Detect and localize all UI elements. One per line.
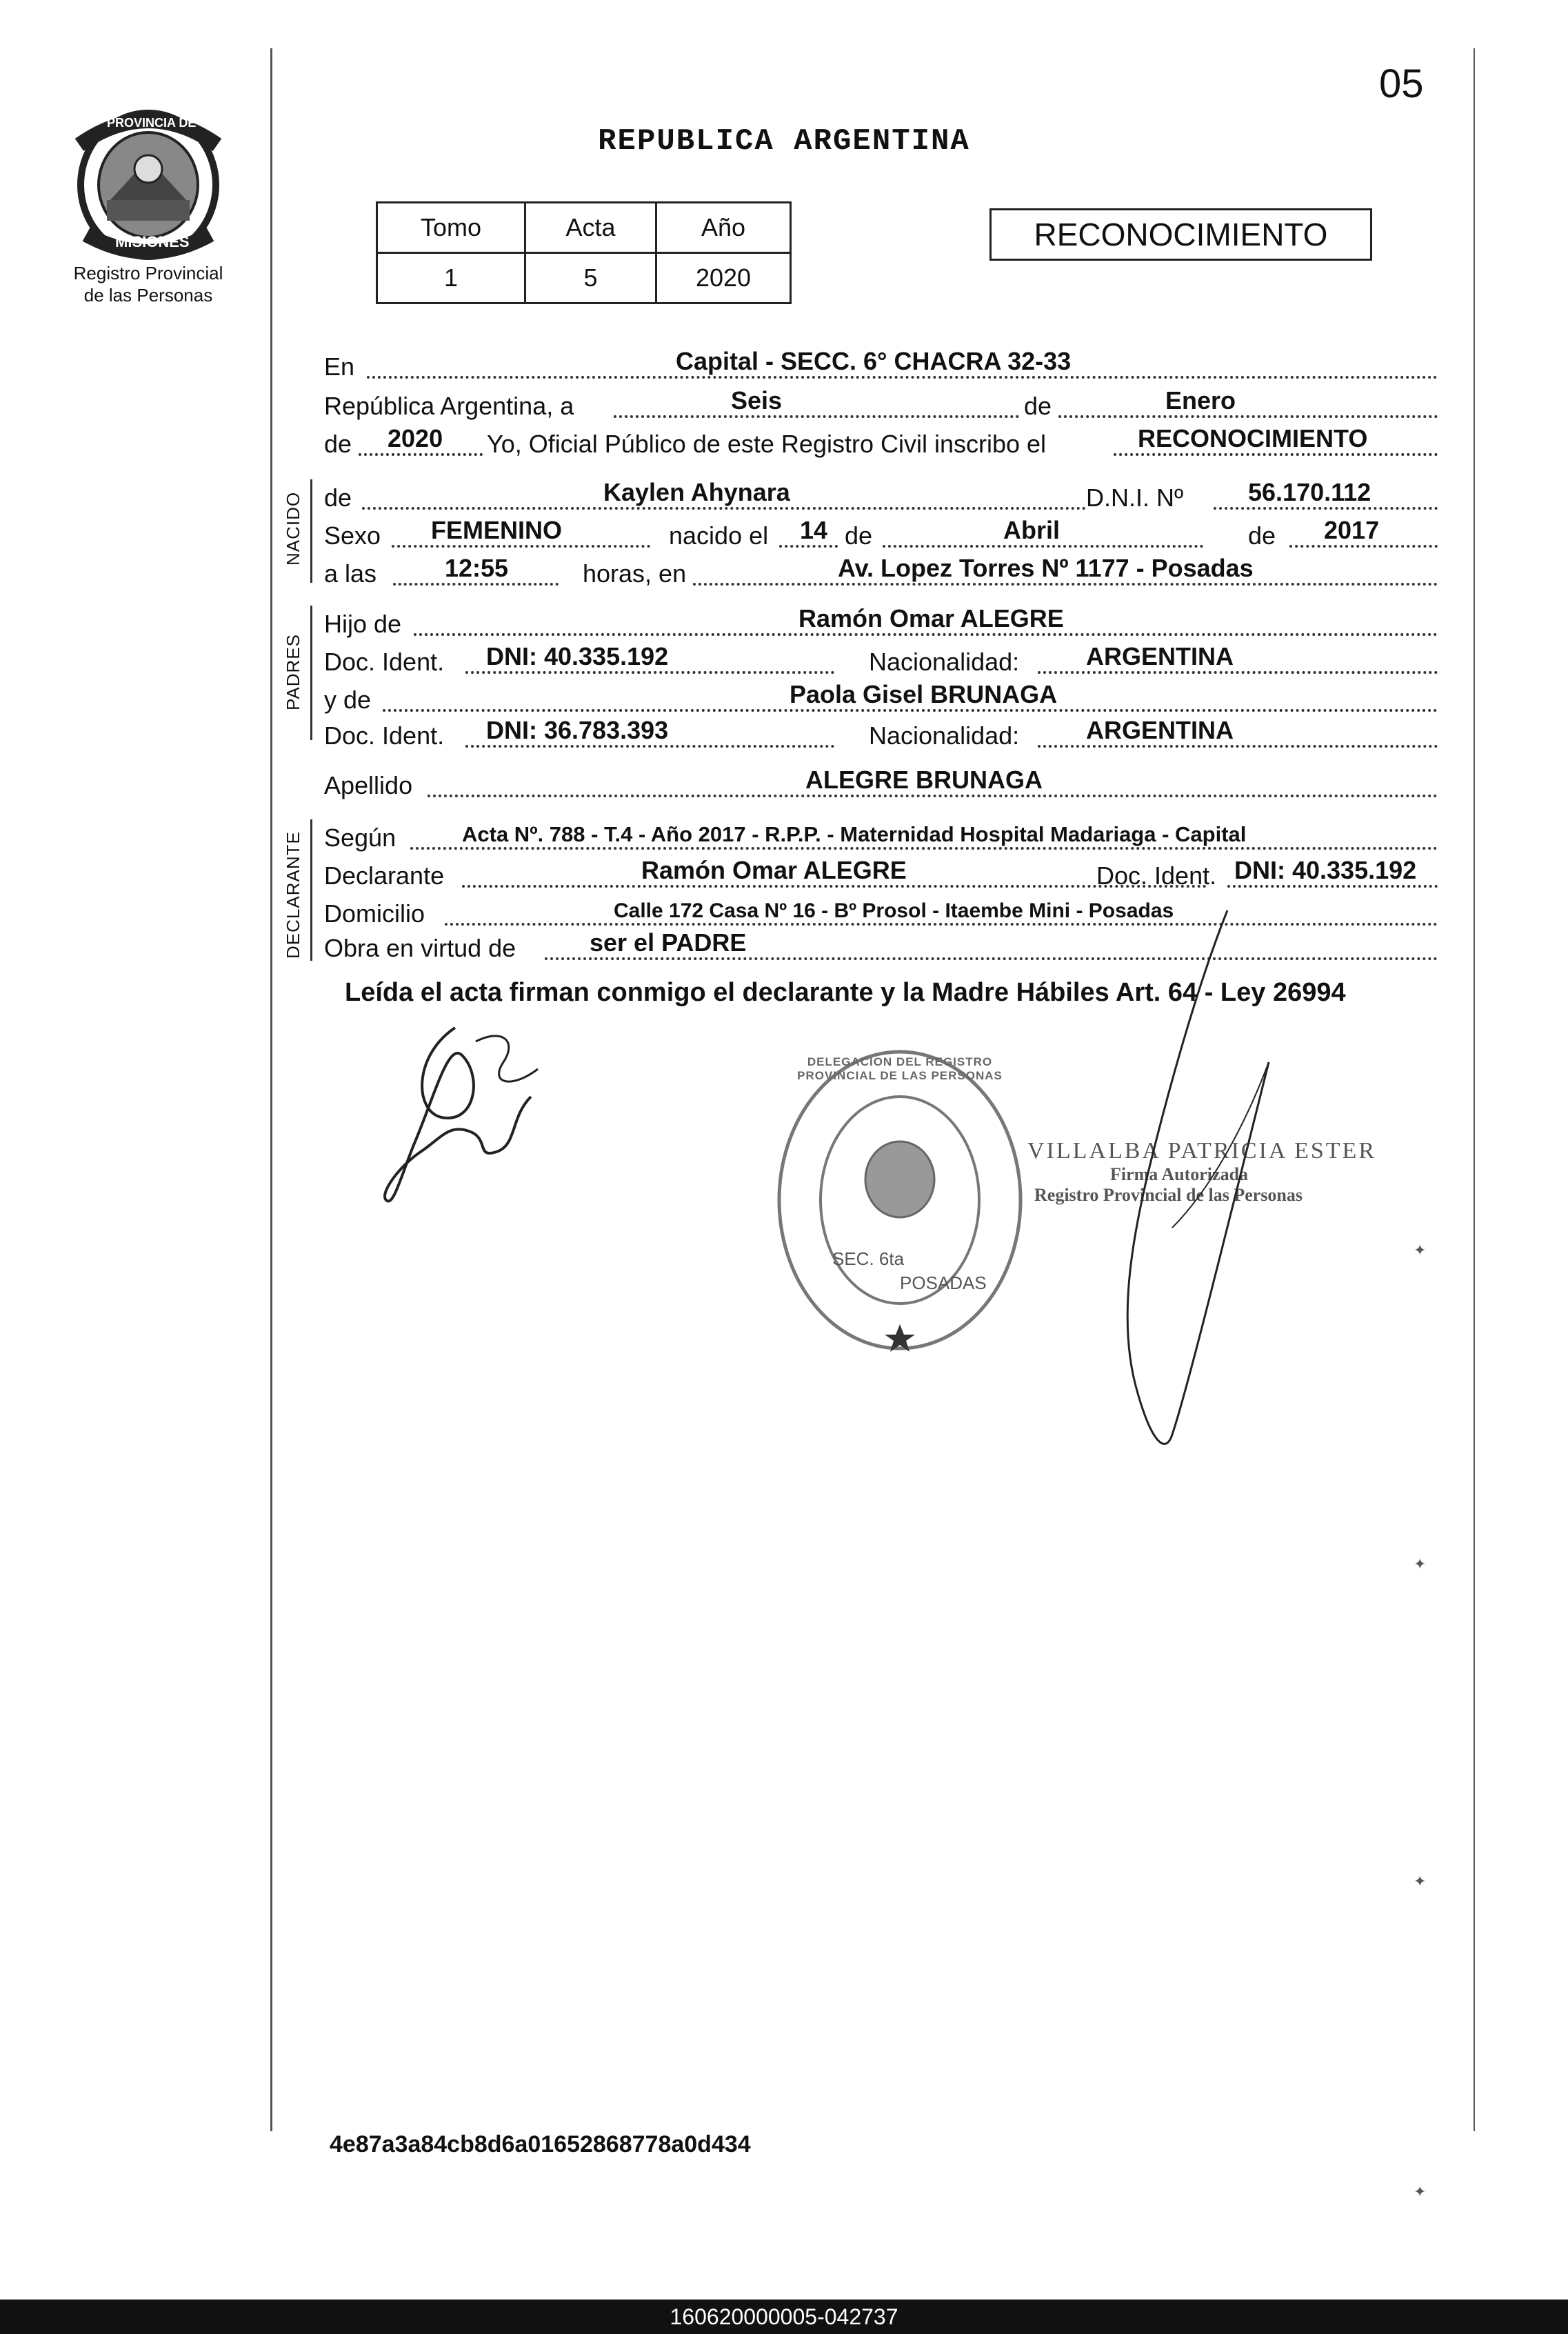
- value-birth-month: Abril: [1003, 516, 1061, 544]
- label-doc-ident-declarant: Doc. Ident.: [1096, 861, 1217, 890]
- row-child-name: [324, 479, 1438, 514]
- document-title: REPUBLICA ARGENTINA: [598, 124, 970, 159]
- value-act: RECONOCIMIENTO: [1138, 424, 1368, 452]
- registry-name-line1: Registro Provincial: [73, 263, 223, 283]
- row-surname: [324, 767, 1438, 801]
- section-bracket-padres: [310, 606, 312, 740]
- seal-text-top: PROVINCIA DE: [107, 116, 197, 130]
- row-date: [324, 388, 1438, 422]
- value-birth-place: Av. Lopez Torres Nº 1177 - Posadas: [838, 554, 1254, 582]
- label-obra: Obra en virtud de: [324, 934, 516, 962]
- value-father-name: Ramón Omar ALEGRE: [798, 604, 1064, 632]
- label-apellido: Apellido: [324, 771, 413, 799]
- label-domicilio: Domicilio: [324, 899, 425, 928]
- scan-mark: ✦: [1414, 1555, 1427, 1573]
- page-number: 05: [1379, 61, 1424, 106]
- value-declarant: Ramón Omar ALEGRE: [641, 856, 907, 884]
- value-birth-year: 2017: [1324, 516, 1380, 544]
- section-label-padres: PADRES: [283, 634, 303, 710]
- stamp-ring-text: DELEGACION DEL REGISTRO PROVINCIAL DE LAS PERSONAS: [797, 1055, 1003, 1082]
- value-month: Enero: [1165, 386, 1236, 415]
- label-dni: D.N.I. Nº: [1086, 483, 1184, 512]
- closing-statement: Leída el acta firman conmigo el declarante y la Madre Hábiles Art. 64 - Ley 26994: [345, 978, 1346, 1007]
- registry-name: [55, 262, 241, 306]
- footer-code: 160620000005-042737: [670, 2304, 898, 2329]
- label-de-birth-year: de: [1248, 521, 1276, 550]
- label-yo: Yo, Oficial Público de este Registro Civil inscribo el: [487, 430, 1047, 458]
- label-sexo: Sexo: [324, 521, 381, 550]
- official-name: VILLALBA PATRICIA ESTER: [1027, 1138, 1377, 1164]
- value-capacity: ser el PADRE: [590, 928, 747, 957]
- value-father-nationality: ARGENTINA: [1086, 642, 1234, 670]
- registry-name-line2: de las Personas: [83, 285, 213, 306]
- section-bracket-declarante: [310, 819, 312, 961]
- row-declarant: [324, 857, 1438, 892]
- label-nacionalidad-mother: Nacionalidad:: [869, 721, 1020, 750]
- value-day: Seis: [731, 386, 783, 415]
- row-mother: [324, 681, 1438, 716]
- stamp-city: POSADAS: [900, 1273, 987, 1293]
- label-en: En: [324, 352, 355, 381]
- label-nacido-el: nacido el: [669, 521, 769, 550]
- value-place: Capital - SECC. 6° CHACRA 32-33: [676, 347, 1072, 375]
- ano-header: Año: [656, 203, 791, 253]
- value-year: 2020: [388, 424, 443, 452]
- row-father: [324, 606, 1438, 640]
- value-birth-time: 12:55: [445, 554, 509, 582]
- stamp-sec: SEC. 6ta: [832, 1248, 905, 1269]
- label-de-birth-month: de: [845, 521, 873, 550]
- right-margin-line: [1474, 48, 1475, 2131]
- scan-mark: ✦: [1414, 1241, 1427, 1259]
- label-a-las: a las: [324, 559, 377, 588]
- value-mother-nationality: ARGENTINA: [1086, 716, 1234, 744]
- scan-mark: ✦: [1414, 2183, 1427, 2200]
- value-father-doc: DNI: 40.335.192: [486, 642, 669, 670]
- row-according-to: [324, 819, 1438, 854]
- value-mother-doc: DNI: 36.783.393: [486, 716, 669, 744]
- label-declarante: Declarante: [324, 861, 445, 890]
- value-mother-name: Paola Gisel BRUNAGA: [790, 680, 1058, 708]
- volume-act-year-table: [376, 201, 792, 304]
- label-doc-ident-mother: Doc. Ident.: [324, 721, 445, 750]
- value-birth-day: 14: [800, 516, 828, 544]
- left-margin-line: [270, 48, 272, 2131]
- acta-header: Acta: [525, 203, 656, 253]
- footer-code-bar: [0, 2300, 1568, 2334]
- section-bracket-nacido: [310, 479, 312, 583]
- section-label-declarante: DECLARANTE: [283, 831, 303, 959]
- label-y-de: y de: [324, 686, 372, 714]
- ano-value: 2020: [656, 253, 791, 303]
- label-nacionalidad-father: Nacionalidad:: [869, 648, 1020, 676]
- scan-mark: ✦: [1414, 1873, 1427, 1890]
- declarant-signature: [372, 1014, 552, 1221]
- label-de-child: de: [324, 483, 352, 512]
- label-hijo-de: Hijo de: [324, 610, 402, 638]
- value-according-to: Acta Nº. 788 - T.4 - Año 2017 - R.P.P. - Maternidad Hospital Madariaga - Capital: [462, 822, 1247, 846]
- official-signature: [1089, 897, 1296, 1462]
- label-republica: República Argentina, a: [324, 392, 574, 420]
- row-father-doc: [324, 644, 1438, 678]
- value-child-name: Kaylen Ahynara: [603, 478, 790, 506]
- tomo-value: 1: [377, 253, 525, 303]
- row-year-act: [324, 426, 1438, 460]
- label-de-year: de: [324, 430, 352, 458]
- document-hash: 4e87a3a84cb8d6a01652868778a0d434: [330, 2131, 751, 2157]
- value-child-dni: 56.170.112: [1248, 478, 1371, 506]
- official-office: Registro Provincial de las Personas: [1034, 1185, 1303, 1205]
- row-time-place: [324, 555, 1438, 590]
- label-segun: Según: [324, 824, 396, 852]
- tomo-header: Tomo: [377, 203, 525, 253]
- value-sex: FEMENINO: [431, 516, 563, 544]
- label-horas-en: horas, en: [583, 559, 687, 588]
- act-type-box: RECONOCIMIENTO: [989, 208, 1372, 261]
- row-place: [324, 348, 1438, 383]
- label-de-month: de: [1024, 392, 1052, 420]
- value-address: Calle 172 Casa Nº 16 - Bº Prosol - Itaembe Mini - Posadas: [614, 899, 1174, 922]
- row-mother-doc: [324, 717, 1438, 752]
- value-declarant-doc: DNI: 40.335.192: [1234, 856, 1417, 884]
- section-label-nacido: NACIDO: [283, 491, 303, 566]
- acta-value: 5: [525, 253, 656, 303]
- row-sex-birth: [324, 517, 1438, 552]
- registry-office-stamp: [769, 1041, 1031, 1359]
- seal-text-bottom: MISIONES: [115, 233, 190, 250]
- value-surname: ALEGRE BRUNAGA: [805, 766, 1043, 794]
- official-role: Firma Autorizada: [1110, 1164, 1249, 1184]
- label-doc-ident-father: Doc. Ident.: [324, 648, 445, 676]
